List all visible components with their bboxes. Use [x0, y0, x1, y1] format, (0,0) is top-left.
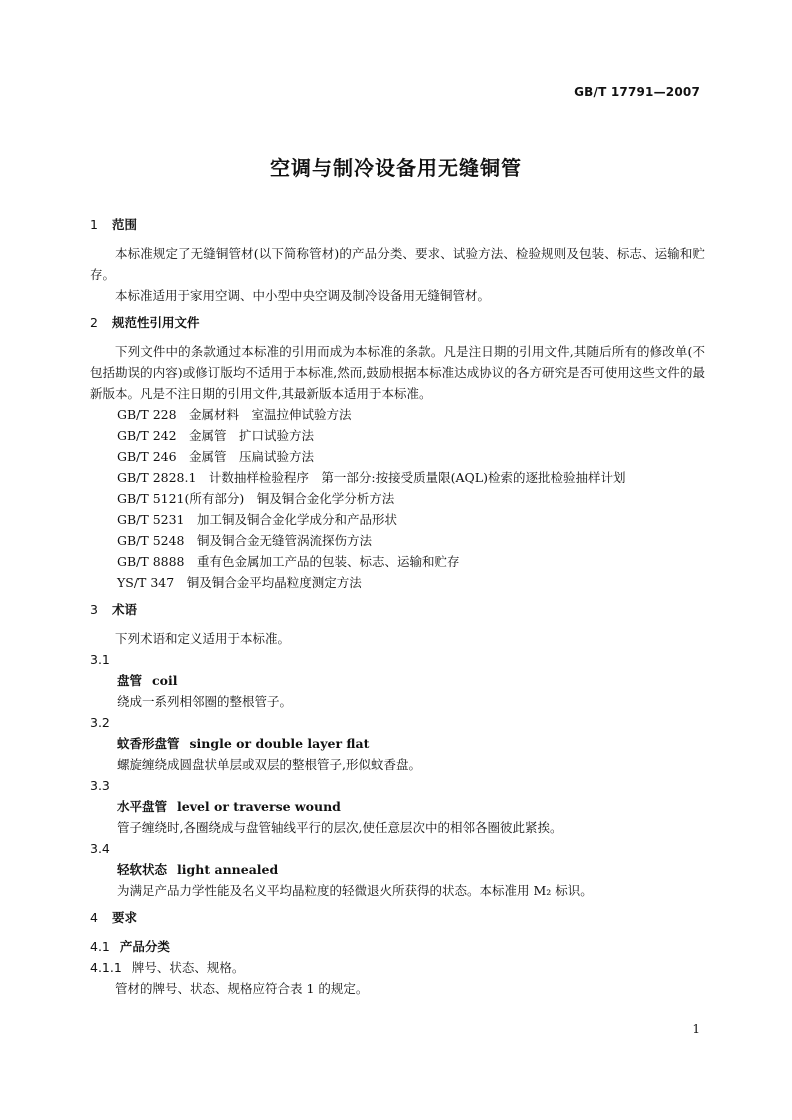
term-definition: 螺旋缠绕成圆盘状单层或双层的整根管子,形似蚊香盘。: [117, 757, 421, 772]
section-heading-requirements: [90, 907, 705, 928]
section-number: 1: [90, 217, 98, 232]
section-heading-scope: [90, 214, 705, 235]
paragraph: 本标准适用于家用空调、中小型中央空调及制冷设备用无缝铜管材。: [115, 288, 491, 303]
term-heading: [117, 733, 705, 754]
paragraph: 下列文件中的条款通过本标准的引用而成为本标准的条款。凡是注日期的引用文件,其随后所有的修改单(不包括勘误的内容)或修订版均不适用于本标准,然而,鼓励根据本标准达成协议的各方研究是否可使用这些文件的最新版本。凡是不注日期的引用文件,其最新版本适用于本标准。: [90, 344, 705, 401]
section-number: 3: [90, 602, 98, 617]
subsection-title: 产品分类: [119, 939, 170, 954]
subsubsection-number: 4.1.1: [90, 960, 122, 975]
term-number: 3.2: [90, 715, 110, 730]
document-body: [90, 208, 705, 999]
term-heading: [117, 859, 705, 880]
reference-item: GB/T 8888 重有色金属加工产品的包装、标志、运输和贮存: [117, 554, 460, 569]
reference-item: GB/T 242 金属管 扩口试验方法: [117, 428, 315, 443]
section-title: 范围: [112, 217, 138, 232]
reference-item: GB/T 5248 铜及铜合金无缝管涡流探伤方法: [117, 533, 373, 548]
document-code: GB/T 17791—2007: [574, 85, 700, 99]
reference-item: YS/T 347 铜及铜合金平均晶粒度测定方法: [117, 575, 362, 590]
term-number: 3.4: [90, 841, 110, 856]
reference-item: GB/T 2828.1 计数抽样检验程序 第一部分:按接受质量限(AQL)检索的逐批检验抽样计划: [117, 470, 626, 485]
subsubsection-line: [90, 957, 705, 978]
section-title: 术语: [112, 602, 138, 617]
section-title: 规范性引用文件: [112, 315, 200, 330]
term-chinese: 水平盘管: [117, 799, 168, 814]
section-heading-terms: [90, 599, 705, 620]
reference-item: GB/T 228 金属材料 室温拉伸试验方法: [117, 407, 352, 422]
term-english: light annealed: [177, 862, 279, 877]
term-heading: [117, 796, 705, 817]
term-number: 3.3: [90, 778, 110, 793]
term-chinese: 蚊香形盘管: [117, 736, 180, 751]
term-definition: 绕成一系列相邻圈的整根管子。: [117, 694, 293, 709]
section-title: 要求: [112, 910, 138, 925]
term-definition: 管子缠绕时,各圈绕成与盘管轴线平行的层次,使任意层次中的相邻各圈彼此紧挨。: [117, 820, 563, 835]
term-english: level or traverse wound: [177, 799, 341, 814]
reference-item: GB/T 246 金属管 压扁试验方法: [117, 449, 315, 464]
reference-item: GB/T 5231 加工铜及铜合金化学成分和产品形状: [117, 512, 398, 527]
term-english: single or double layer flat: [189, 736, 370, 751]
subsubsection-title: 牌号、状态、规格。: [131, 960, 245, 975]
paragraph: 本标准规定了无缝铜管材(以下简称管材)的产品分类、要求、试验方法、检验规则及包装、标志、运输和贮存。: [90, 246, 705, 282]
section-number: 4: [90, 910, 98, 925]
subsection-heading: [90, 936, 705, 957]
section-heading-normative-references: [90, 312, 705, 333]
term-definition: 为满足产品力学性能及名义平均晶粒度的轻微退火所获得的状态。本标准用 M₂ 标识。: [117, 883, 593, 898]
page-title: 空调与制冷设备用无缝铜管: [270, 156, 522, 180]
reference-item: GB/T 5121(所有部分) 铜及铜合金化学分析方法: [117, 491, 395, 506]
term-chinese: 盘管: [117, 673, 143, 688]
subsection-number: 4.1: [90, 939, 110, 954]
page-number: 1: [692, 1022, 700, 1036]
term-chinese: 轻软状态: [117, 862, 168, 877]
term-heading: [117, 670, 705, 691]
section-number: 2: [90, 315, 98, 330]
term-number: 3.1: [90, 652, 110, 667]
term-english: coil: [152, 673, 178, 688]
paragraph: 下列术语和定义适用于本标准。: [115, 631, 291, 646]
paragraph: 管材的牌号、状态、规格应符合表 1 的规定。: [115, 981, 369, 996]
